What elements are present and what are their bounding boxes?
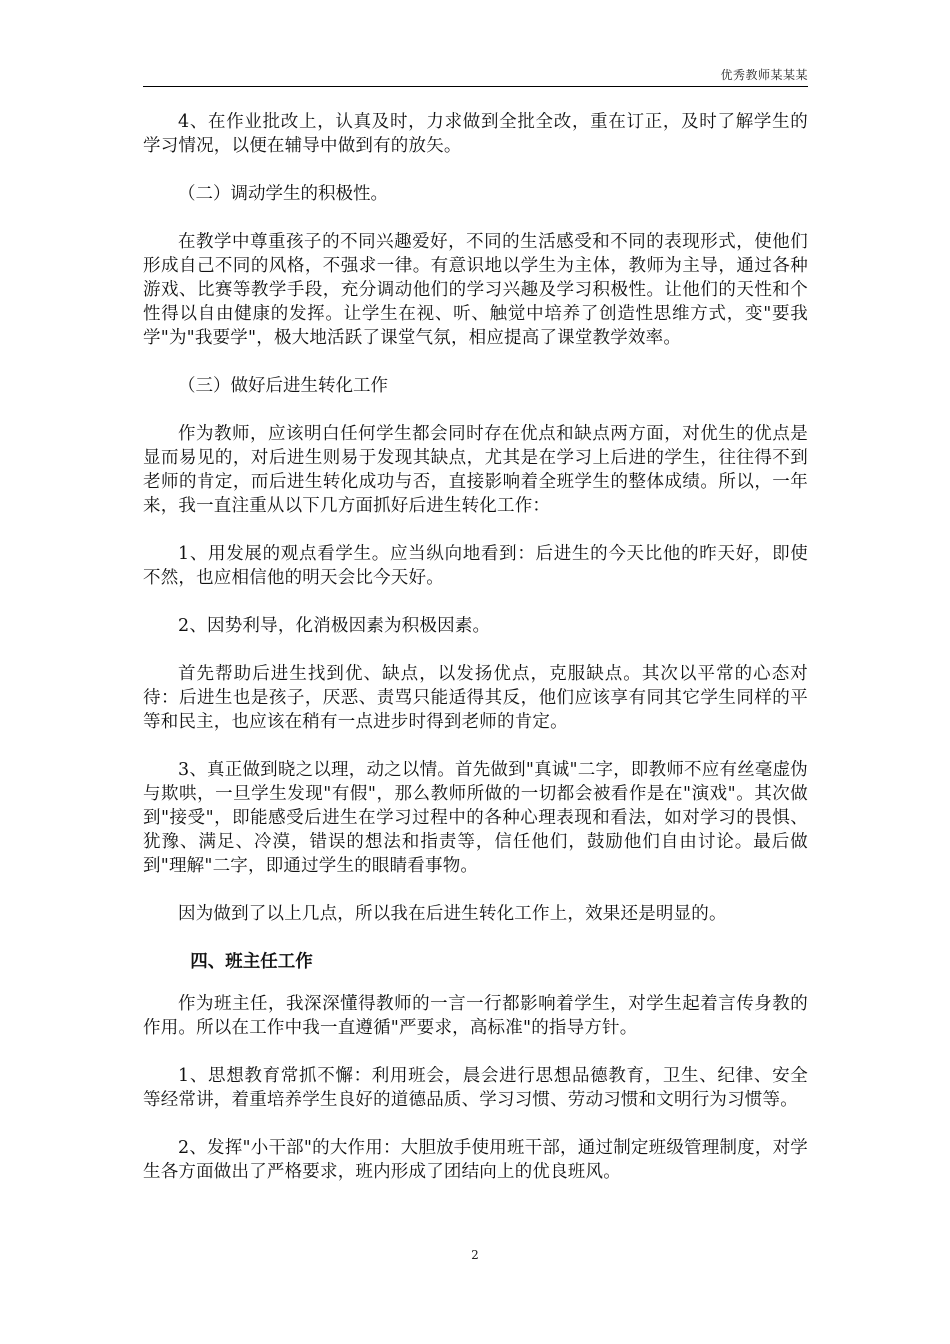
paragraph-class-cadres: 2、发挥"小干部"的大作用：大胆放手使用班干部，通过制定班级管理制度，对学生各方面做出了严格要求，班内形成了团结向上的优良班风。 (143, 1138, 808, 1182)
section-heading-class-teacher: 四、班主任工作 (190, 952, 313, 972)
paragraph-help-strengths: 首先帮助后进生找到优、缺点，以发扬优点，克服缺点。其次以平常的心态对待：后进生也是孩子，厌恶、责骂只能适得其反，他们应该享有同其它学生同样的平等和民主，也应该在稍有一点进步时得到老师的肯定。 (143, 664, 808, 732)
header-title: 优秀教师某某某 (720, 68, 808, 82)
paragraph-moral-education: 1、思想教育常抓不懈：利用班会，晨会进行思想品德教育，卫生、纪律、安全等经常讲，着重培养学生良好的道德品质、学习习惯、劳动习惯和文明行为习惯等。 (143, 1066, 808, 1110)
page-number: 2 (471, 1248, 479, 1262)
paragraph-point-2: 2、因势利导，化消极因素为积极因素。 (178, 616, 491, 636)
subheading-struggling-students: （三）做好后进生转化工作 (178, 376, 388, 396)
paragraph-teacher-perspective: 作为教师，应该明白任何学生都会同时存在优点和缺点两方面，对优生的优点是显而易见的，对后进生则易于发现其缺点，尤其是在学习上后进的学生，往往得不到老师的肯定，而后进生转化成功与否，直接影响着全班学生的整体成绩。所以，一年来，我一直注重从以下几方面抓好后进生转化工作： (143, 424, 808, 516)
paragraph-respect-interests: 在教学中尊重孩子的不同兴趣爱好，不同的生活感受和不同的表现形式，使他们形成自己不同的风格，不强求一律。有意识地以学生为主体，教师为主导，通过各种游戏、比赛等教学手段，充分调动他们的学习兴趣及学习积极性。让他们的天性和个性得以自由健康的发挥。让学生在视、听、触觉中培养了创造性思维方式，变"要我学"为"我要学"，极大地活跃了课堂气氛，相应提高了课堂教学效率。 (143, 232, 808, 348)
paragraph-homework-correction: 4、在作业批改上，认真及时，力求做到全批全改，重在订正，及时了解学生的学习情况，以便在辅导中做到有的放矢。 (143, 112, 808, 156)
paragraph-class-teacher-intro: 作为班主任，我深深懂得教师的一言一行都影响着学生，对学生起着言传身教的作用。所以在工作中我一直遵循"严要求，高标准"的指导方针。 (143, 994, 808, 1038)
subheading-motivate-students: （二）调动学生的积极性。 (178, 184, 388, 204)
paragraph-point-3: 3、真正做到晓之以理，动之以情。首先做到"真诚"二字，即教师不应有丝毫虚伪与欺哄，一旦学生发现"有假"，那么教师所做的一切都会被看作是在"演戏"。其次做到"接受"，即能感受后进生在学习过程中的各种心理表现和看法，如对学习的畏惧、犹豫、满足、冷漠，错误的想法和指责等，信任他们，鼓励他们自由讨论。最后做到"理解"二字，即通过学生的眼睛看事物。 (143, 760, 808, 876)
document-body (143, 110, 808, 1208)
header-divider (143, 86, 808, 87)
paragraph-point-1: 1、用发展的观点看学生。应当纵向地看到：后进生的今天比他的昨天好，即使不然，也应相信他的明天会比今天好。 (143, 544, 808, 588)
paragraph-results: 因为做到了以上几点，所以我在后进生转化工作上，效果还是明显的。 (178, 904, 727, 924)
